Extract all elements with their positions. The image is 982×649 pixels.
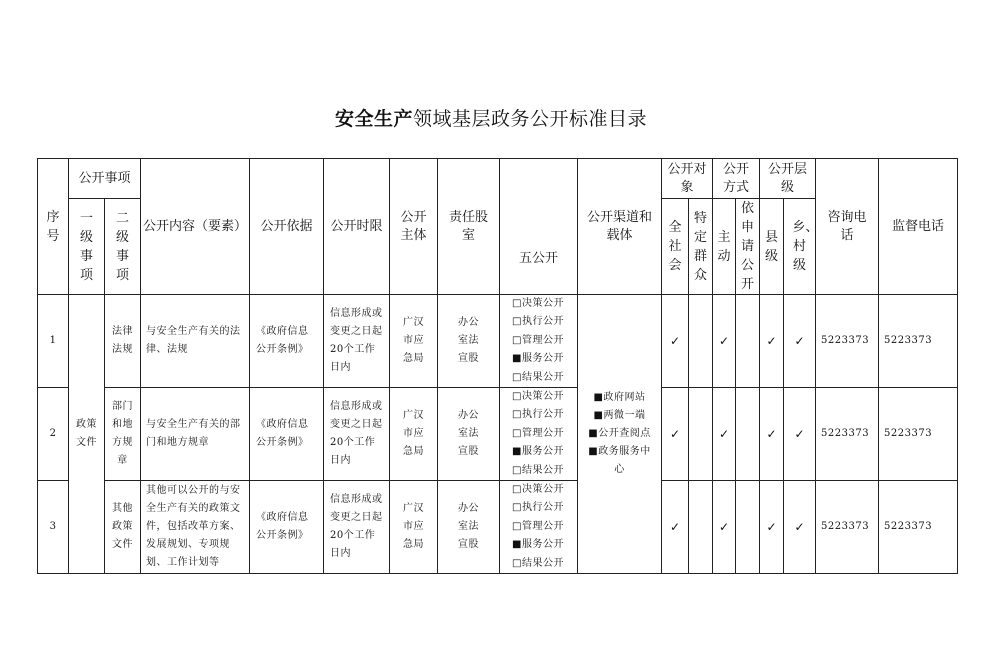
header-content: 公开内容（要素） bbox=[141, 159, 250, 295]
time-limit-cell: 信息形成或变更之日起20个工作日内 bbox=[324, 295, 390, 388]
level2-cell: 部门和地方规章 bbox=[105, 388, 141, 481]
five-item: □管理公开 bbox=[512, 427, 564, 439]
content-cell: 与安全生产有关的法律、法规 bbox=[141, 295, 250, 388]
subject-cell: 广汉市应急局 bbox=[390, 481, 438, 574]
table-row bbox=[38, 388, 958, 481]
header-basis: 公开依据 bbox=[250, 159, 324, 295]
time-limit-cell: 信息形成或变更之日起20个工作日内 bbox=[324, 388, 390, 481]
row-seq: 2 bbox=[38, 388, 69, 481]
check-county: ✓ bbox=[760, 295, 784, 388]
consult-phone-cell: 5223373 bbox=[816, 388, 879, 481]
supervise-phone-cell: 5223373 bbox=[879, 295, 958, 388]
check-active: ✓ bbox=[713, 295, 736, 388]
basis-cell: 《政府信息公开条例》 bbox=[250, 481, 324, 574]
five-item: □决策公开 bbox=[512, 298, 564, 309]
header-row-1 bbox=[38, 159, 958, 199]
time-limit-cell: 信息形成或变更之日起20个工作日内 bbox=[324, 481, 390, 574]
check-active: ✓ bbox=[713, 388, 736, 481]
consult-phone-cell: 5223373 bbox=[816, 295, 879, 388]
channel-item: ■公开查阅点 bbox=[588, 428, 651, 440]
header-dept: 责任股室 bbox=[438, 159, 500, 295]
five-item: □执行公开 bbox=[512, 316, 564, 328]
five-item: □结果公开 bbox=[512, 464, 564, 476]
document-title bbox=[0, 104, 982, 131]
five-item: □管理公开 bbox=[512, 520, 564, 532]
check-specific bbox=[689, 388, 713, 481]
five-item: □决策公开 bbox=[512, 391, 564, 403]
five-item: ■服务公开 bbox=[512, 446, 564, 458]
check-township: ✓ bbox=[784, 388, 816, 481]
header-items-group: 公开事项 bbox=[69, 159, 141, 199]
header-time-limit: 公开时限 bbox=[324, 159, 390, 295]
header-active: 主动 bbox=[713, 199, 736, 295]
header-consult-phone: 咨询电话 bbox=[816, 159, 879, 295]
check-specific bbox=[689, 481, 713, 574]
five-cell bbox=[500, 481, 578, 574]
check-on-request bbox=[736, 295, 760, 388]
five-item: □管理公开 bbox=[512, 334, 564, 346]
header-all-society: 全社会 bbox=[662, 199, 689, 295]
check-on-request bbox=[736, 388, 760, 481]
check-on-request bbox=[736, 481, 760, 574]
channel-item: ■政府网站 bbox=[593, 392, 646, 404]
check-active: ✓ bbox=[713, 481, 736, 574]
channel-item: 心 bbox=[614, 464, 625, 476]
five-cell bbox=[500, 295, 578, 388]
header-supervise-phone: 监督电话 bbox=[879, 159, 958, 295]
header-on-request: 依申请公开 bbox=[736, 199, 760, 295]
check-specific bbox=[689, 295, 713, 388]
row-seq: 1 bbox=[38, 295, 69, 388]
five-item: □结果公开 bbox=[512, 371, 564, 383]
header-object-group: 公开对象 bbox=[662, 159, 713, 199]
consult-phone-cell: 5223373 bbox=[816, 481, 879, 574]
five-item: ■服务公开 bbox=[512, 539, 564, 551]
disclosure-catalog-table bbox=[37, 158, 958, 574]
dept-cell: 办公室法宣股 bbox=[438, 481, 500, 574]
basis-cell: 《政府信息公开条例》 bbox=[250, 388, 324, 481]
level2-cell: 法律法规 bbox=[105, 295, 141, 388]
check-all-society: ✓ bbox=[662, 481, 689, 574]
level1-cell: 政策文件 bbox=[69, 295, 105, 574]
header-five: 五公开 bbox=[500, 159, 578, 295]
header-county: 县级 bbox=[760, 199, 784, 295]
header-level-group: 公开层级 bbox=[760, 159, 816, 199]
five-cell bbox=[500, 388, 578, 481]
document-title-rest: 领域基层政务公开标准目录 bbox=[413, 108, 648, 130]
check-all-society: ✓ bbox=[662, 295, 689, 388]
header-method-group: 公开方式 bbox=[713, 159, 760, 199]
channels-cell bbox=[578, 295, 662, 574]
five-item: □执行公开 bbox=[512, 409, 564, 421]
check-all-society: ✓ bbox=[662, 388, 689, 481]
channel-item: ■政务服务中 bbox=[588, 446, 651, 458]
dept-cell: 办公室法宣股 bbox=[438, 388, 500, 481]
five-item: ■服务公开 bbox=[512, 353, 564, 365]
row-seq: 3 bbox=[38, 481, 69, 574]
check-county: ✓ bbox=[760, 481, 784, 574]
channel-item: ■两微一端 bbox=[593, 410, 646, 422]
level2-cell: 其他政策文件 bbox=[105, 481, 141, 574]
check-township: ✓ bbox=[784, 481, 816, 574]
check-county: ✓ bbox=[760, 388, 784, 481]
header-subject: 公开主体 bbox=[390, 159, 438, 295]
supervise-phone-cell: 5223373 bbox=[879, 388, 958, 481]
document-title-bold: 安全生产 bbox=[334, 108, 413, 130]
header-specific-group: 特定群众 bbox=[689, 199, 713, 295]
subject-cell: 广汉市应急局 bbox=[390, 295, 438, 388]
header-seq: 序号 bbox=[38, 159, 69, 295]
basis-cell: 《政府信息公开条例》 bbox=[250, 295, 324, 388]
header-channels: 公开渠道和载体 bbox=[578, 159, 662, 295]
header-township: 乡、村级 bbox=[784, 199, 816, 295]
content-cell: 与安全生产有关的部门和地方规章 bbox=[141, 388, 250, 481]
check-township: ✓ bbox=[784, 295, 816, 388]
content-cell: 其他可以公开的与安全生产有关的政策文件，包括改革方案、发展规划、专项规划、工作计划等 bbox=[141, 481, 250, 574]
subject-cell: 广汉市应急局 bbox=[390, 388, 438, 481]
table-row bbox=[38, 481, 958, 574]
table-row bbox=[38, 295, 958, 388]
five-item: □执行公开 bbox=[512, 502, 564, 514]
supervise-phone-cell: 5223373 bbox=[879, 481, 958, 574]
header-level2: 二级事项 bbox=[105, 199, 141, 295]
five-item: □决策公开 bbox=[512, 484, 564, 496]
header-level1: 一级事项 bbox=[69, 199, 105, 295]
five-item: □结果公开 bbox=[512, 557, 564, 569]
dept-cell: 办公室法宣股 bbox=[438, 295, 500, 388]
